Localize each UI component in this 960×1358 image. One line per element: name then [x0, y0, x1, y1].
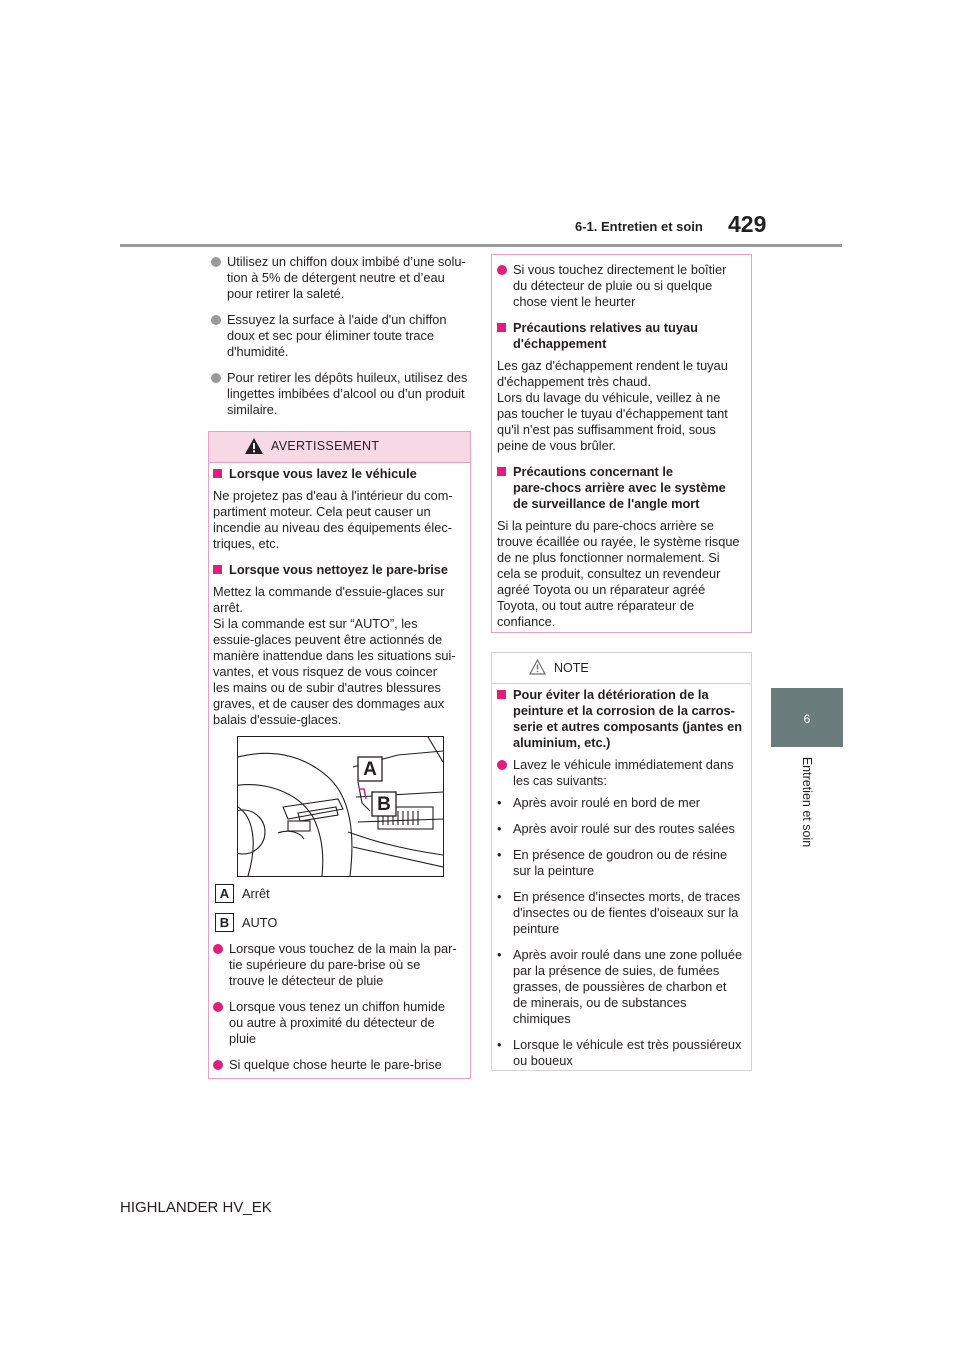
caution-triangle-icon: [529, 659, 546, 675]
bullet-dot-icon: [497, 265, 507, 275]
note-item: • Après avoir roulé en bord de mer: [497, 795, 701, 810]
wiper-switch-illustration: [237, 736, 444, 877]
list-item: Utilisez un chiffon doux imbibé d’une solu- tion à 5% de détergent neutre et d’eau pour retirer la saleté.: [211, 254, 469, 302]
note-item: • Lorsque le véhicule est très poussiéreux ou boueux: [497, 1037, 742, 1068]
note-header: [492, 653, 751, 684]
note-item: • Après avoir roulé sur des routes salées: [497, 821, 735, 836]
intro-bullets: [211, 254, 469, 418]
list-item: Si vous touchez directement le boîtier du détecteur de pluie ou si quelque chose vient le heurter: [497, 262, 745, 310]
note-item: • En présence de goudron ou de résine sur la peinture: [497, 847, 728, 878]
callout-b: B: [377, 794, 391, 815]
square-bullet-icon: [497, 323, 506, 332]
legend-label-b: B: [215, 913, 234, 932]
note-title: NOTE: [554, 661, 589, 675]
footer-model: HIGHLANDER HV_EK: [120, 1199, 272, 1216]
list-item: Lorsque vous tenez un chiffon humide ou autre à proximité du détecteur de pluie: [213, 999, 465, 1047]
list-item: Lavez le véhicule immédiatement dans les cas suivants:: [497, 757, 745, 789]
warning-box: [208, 431, 471, 1079]
callout-a: A: [363, 759, 377, 780]
warning-paragraph-4: Si la peinture du pare-chocs arrière se trouve écaillée ou rayée, le système risque de ne plus fonctionner normalement. Si cela se produit, consultez un revendeur agréé Toyota ou un réparateur agréé Toyota, ou tout autre réparateur de confiance.: [497, 518, 740, 629]
legend-item-b: B AUTO: [215, 913, 465, 932]
list-item: Si quelque chose heurte le pare-brise: [213, 1057, 465, 1074]
bullet-dot-icon: [211, 315, 221, 325]
bullet-dot-icon: [213, 1060, 223, 1070]
warning-bullets: [213, 941, 465, 1074]
chapter-label: Entretien et soin: [800, 756, 814, 848]
warning-paragraph-3: Les gaz d'échappement rendent le tuyau d'échappement très chaud. Lors du lavage du véhicule, veillez à ne pas toucher le tuyau d'échappement tant qu'il n'est pas suffisamment froid, sous peine de vous brûler.: [497, 358, 728, 453]
warning-paragraph-1: Ne projetez pas d'eau à l'intérieur du com- partiment moteur. Cela peut causer un incendie au niveau des équipements élec- triques, etc.: [213, 488, 453, 551]
header-rule: [120, 244, 842, 247]
list-item: Lorsque vous touchez de la main la par- tie supérieure du pare-brise où se trouve le détecteur de pluie: [213, 941, 465, 989]
list-item: Essuyez la surface à l'aide d'un chiffon doux et sec pour éliminer toute trace d'humidité.: [211, 312, 469, 360]
square-bullet-icon: [497, 690, 506, 699]
page-number: 429: [728, 211, 767, 237]
note-box: [491, 652, 752, 1071]
square-bullet-icon: [497, 467, 506, 476]
warning-paragraph-2: Mettez la commande d'essuie-glaces sur arrêt. Si la commande est sur “AUTO”, les essuie-glaces peuvent être actionnés de manière inattendue dans les situations sui- vantes, et vous risquez de vous coincer les mains ou de subir d'autres blessures graves, et de causer des dommages aux balais d'essuie-glaces.: [213, 584, 456, 727]
square-bullet-icon: [213, 565, 222, 574]
warning-heading-4: Précautions concernant le pare-chocs arrière avec le système de surveillance de l'angle mort: [497, 464, 745, 512]
bullet-dot-icon: [213, 944, 223, 954]
chapter-number: 6: [803, 712, 811, 726]
legend-label-a: A: [215, 884, 234, 903]
wiper-diagram-icon: [238, 737, 443, 876]
note-item: • En présence d'insectes morts, de traces d'insectes ou de fientes d'oiseaux sur la peinture: [497, 889, 741, 936]
bullet-dot-icon: [211, 373, 221, 383]
warning-title: AVERTISSEMENT: [271, 439, 380, 453]
warning-box-continued: [491, 254, 752, 633]
legend: [215, 884, 465, 932]
note-item: • Après avoir roulé dans une zone polluée par la présence de suies, de fumées grasses, de poussières de charbon et de minerais, ou de substances chimiques: [497, 947, 743, 1026]
bullet-dot-icon: [497, 760, 507, 770]
bullet-dot-icon: [211, 257, 221, 267]
section-title: 6-1. Entretien et soin: [575, 219, 703, 234]
warning-header: [209, 432, 470, 463]
warning-heading-3: Précautions relatives au tuyau d'échappement: [497, 320, 745, 352]
note-heading: Pour éviter la détérioration de la peinture et la corrosion de la carros- serie et autres composants (jantes en aluminium, etc.): [497, 687, 745, 751]
list-item: Pour retirer les dépôts huileux, utilisez des lingettes imbibées d’alcool ou d’un produit similaire.: [211, 370, 469, 418]
warning-heading-2: Lorsque vous nettoyez le pare-brise: [213, 562, 463, 578]
chapter-label-wrap: [797, 755, 817, 855]
bullet-dot-icon: [213, 1002, 223, 1012]
legend-item-a: A Arrêt: [215, 884, 465, 903]
warning-heading-1: Lorsque vous lavez le véhicule: [213, 466, 463, 482]
square-bullet-icon: [213, 469, 222, 478]
warning-triangle-icon: [245, 438, 263, 454]
